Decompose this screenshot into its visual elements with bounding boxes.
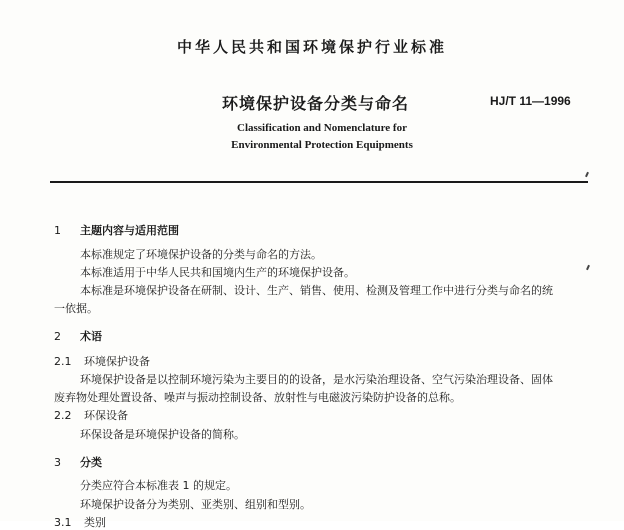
standard-code: HJ/T 11—1996 (490, 94, 571, 108)
paragraph: 分类应符合本标准表 1 的规定。 (80, 479, 237, 492)
section-title: 术语 (80, 330, 102, 343)
section-number: 2 (54, 330, 61, 343)
paragraph: 环境保护设备是以控制环境污染为主要目的的设备，是水污染治理设备、空气污染治理设备、固体 (80, 373, 553, 386)
paragraph: 环保设备是环境保护设备的简称。 (80, 428, 245, 441)
english-title-line-1: Classification and Nomenclature for (237, 122, 407, 134)
section-title: 主题内容与适用范围 (80, 224, 179, 237)
subsection-2-1-heading (54, 353, 150, 369)
subsection-title: 环保设备 (84, 409, 128, 422)
subsection-title: 类别 (84, 516, 106, 529)
subsection-number: 2.2 (54, 409, 72, 422)
paragraph-continuation: 一依据。 (54, 302, 98, 315)
paragraph: 本标准是环境保护设备在研制、设计、生产、销售、使用、检测及管理工作中进行分类与命名的统 (80, 284, 553, 297)
standard-title: 环境保护设备分类与命名 (222, 94, 410, 113)
subsection-title: 环境保护设备 (84, 355, 150, 368)
paragraph: 本标准适用于中华人民共和国境内生产的环境保护设备。 (80, 266, 355, 279)
section-title: 分类 (80, 456, 102, 469)
paragraph: 环境保护设备分为类别、亚类别、组别和型别。 (80, 498, 311, 511)
subsection-number: 3.1 (54, 516, 72, 529)
section-1-heading (54, 222, 179, 238)
scan-speck (585, 172, 589, 177)
subsection-3-1-heading (54, 514, 106, 530)
subsection-number: 2.1 (54, 355, 72, 368)
section-number: 1 (54, 224, 61, 237)
section-3-heading (54, 454, 102, 470)
industry-standard-heading: 中华人民共和国环境保护行业标准 (176, 38, 447, 56)
subsection-2-2-heading (54, 407, 128, 423)
paragraph-continuation: 废弃物处理处置设备、噪声与振动控制设备、放射性与电磁波污染防护设备的总称。 (54, 391, 461, 404)
header-divider (50, 181, 588, 183)
english-title-line-2: Environmental Protection Equipments (231, 139, 413, 151)
scan-speck (586, 265, 590, 270)
section-2-heading (54, 328, 102, 344)
paragraph: 本标准规定了环境保护设备的分类与命名的方法。 (80, 248, 322, 261)
section-number: 3 (54, 456, 61, 469)
